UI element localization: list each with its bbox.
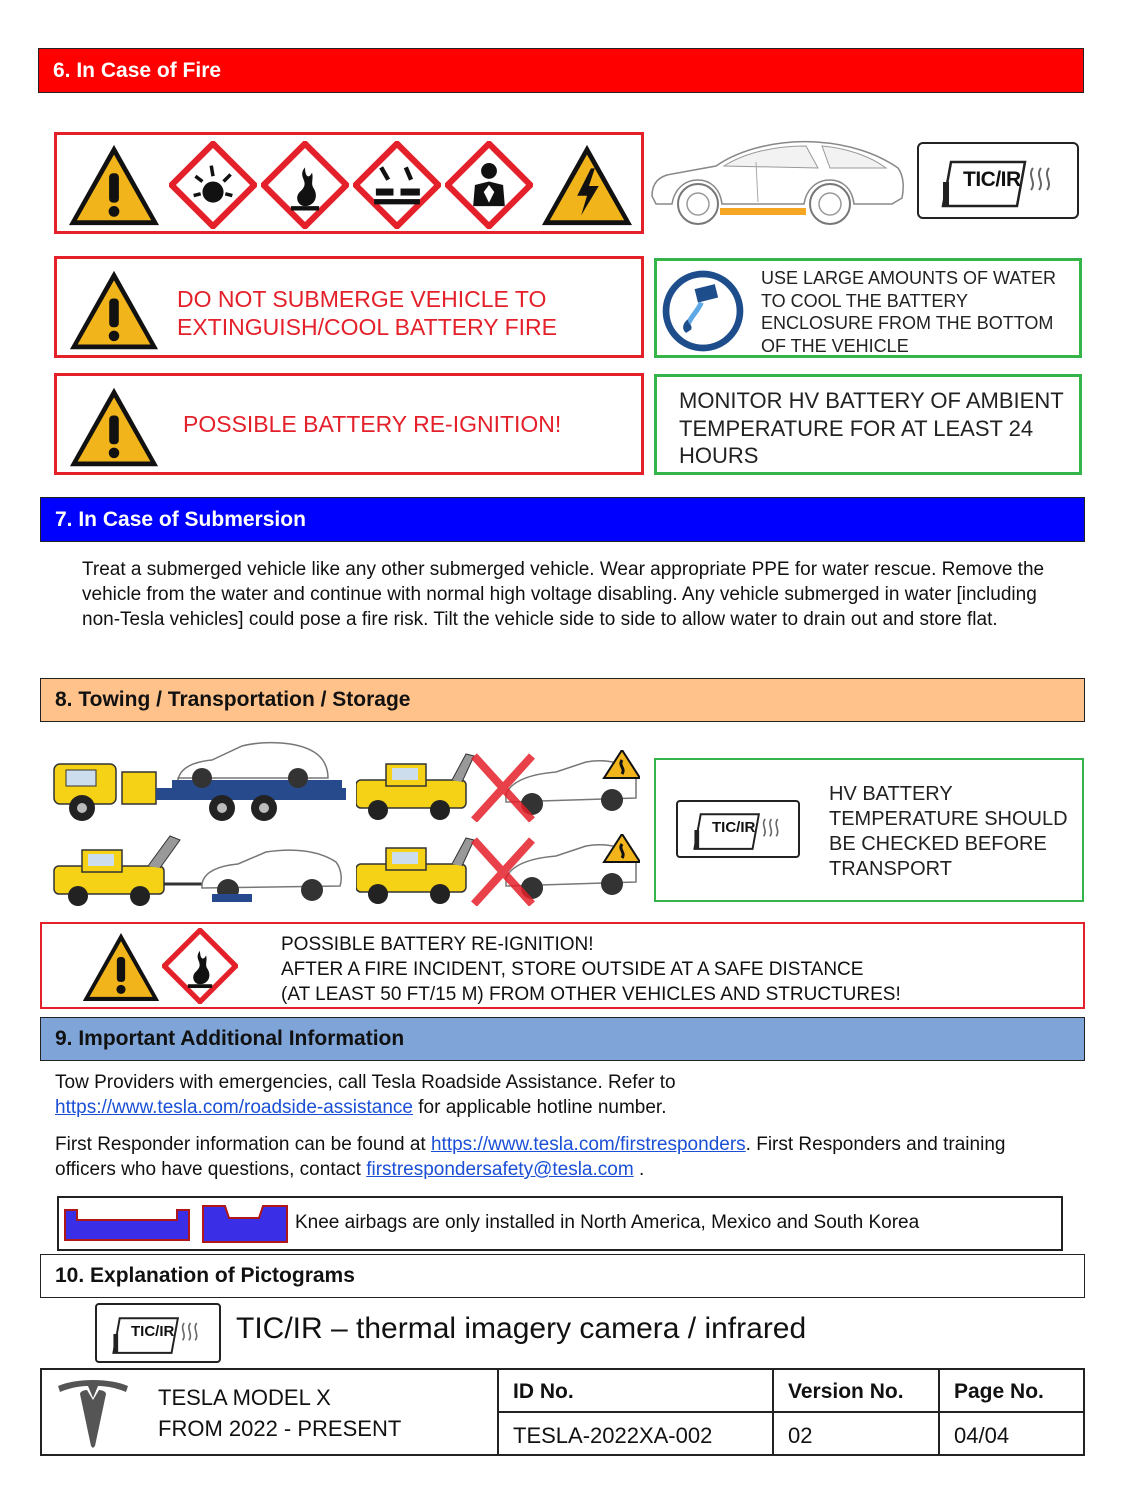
version-value: 02 bbox=[788, 1423, 813, 1448]
roadside-assistance-link[interactable]: https://www.tesla.com/roadside-assistance bbox=[55, 1097, 413, 1118]
footer-model-cell bbox=[40, 1368, 499, 1456]
footer-version-label-cell bbox=[772, 1368, 940, 1413]
reignition-text: POSSIBLE BATTERY RE-IGNITION! bbox=[183, 411, 562, 437]
warning-triangle-icon bbox=[65, 139, 163, 231]
section-header-info bbox=[40, 1017, 1085, 1061]
flatbed-tow-allowed-illustration bbox=[52, 732, 348, 824]
wheel-lift-tow-prohibited-illustration bbox=[356, 750, 640, 822]
tic-explanation: TIC/IR – thermal imagery camera / infrared bbox=[236, 1312, 807, 1345]
knee-airbag-icon bbox=[63, 1206, 191, 1244]
dolly-tow-allowed-illustration bbox=[52, 832, 348, 908]
page-value: 04/04 bbox=[954, 1423, 1010, 1448]
water-extinguish-icon bbox=[661, 269, 745, 353]
water-cooling-text: USE LARGE AMOUNTS OF WATER TO COOL THE BATTERY ENCLOSURE FROM THE BOTTOM OF THE VEHICLE bbox=[761, 268, 1057, 356]
roadside-paragraph bbox=[55, 1070, 1075, 1120]
storage-line: (AT LEAST 50 FT/15 M) FROM OTHER VEHICLES AND STRUCTURES! bbox=[281, 984, 901, 1005]
flammable-icon bbox=[261, 141, 349, 229]
storage-line: POSSIBLE BATTERY RE-IGNITION! bbox=[281, 934, 594, 955]
section-title: 9. Important Additional Information bbox=[55, 1027, 405, 1050]
tic-ir-pictogram bbox=[676, 800, 800, 858]
storage-line: AFTER A FIRE INCIDENT, STORE OUTSIDE AT A SAFE DISTANCE bbox=[281, 959, 864, 980]
do-not-submerge-text: DO NOT SUBMERGE VEHICLE TO EXTINGUISH/COOL BATTERY FIRE bbox=[177, 286, 557, 340]
footer-version-value-cell bbox=[772, 1411, 940, 1456]
hv-battery-check-text: HV BATTERY TEMPERATURE SHOULD BE CHECKED BEFORE TRANSPORT bbox=[829, 783, 1068, 880]
first-responder-text: First Responder information can be found at bbox=[55, 1134, 431, 1155]
tic-ir-pictogram bbox=[95, 1303, 221, 1363]
submersion-paragraph: Treat a submerged vehicle like any other submerged vehicle. Wear appropriate PPE for water rescue. Remove the vehicle from the water and continue with normal high voltage disabling. Any vehicle submerged in water [including non-Tesla vehicles] could pose a fire risk. Tilt the vehicle side to side to allow water to drain out and store flat. bbox=[82, 559, 1045, 630]
tic-ir-pictogram bbox=[917, 142, 1079, 219]
flammable-icon bbox=[162, 928, 238, 1004]
warning-triangle-icon bbox=[65, 265, 163, 355]
footer-page-value-cell bbox=[938, 1411, 1085, 1456]
storage-warning-text bbox=[281, 932, 1061, 1007]
section-header-towing bbox=[40, 678, 1085, 722]
warning-triangle-icon bbox=[78, 928, 164, 1006]
section-header-submersion bbox=[40, 497, 1085, 542]
hazard-pictogram-row bbox=[54, 132, 644, 234]
hook-tow-prohibited-illustration bbox=[356, 834, 640, 906]
section-header-fire bbox=[38, 48, 1084, 93]
footer-model-text bbox=[158, 1382, 401, 1444]
reignition-warning bbox=[54, 373, 644, 475]
knee-airbag-note bbox=[57, 1196, 1063, 1251]
roadside-text-after: for applicable hotline number. bbox=[413, 1097, 667, 1118]
tic-label: TIC/IR bbox=[712, 819, 756, 836]
footer-page-label-cell bbox=[938, 1368, 1085, 1413]
hv-battery-check-instruction bbox=[654, 758, 1084, 902]
knee-airbag-icon bbox=[201, 1204, 289, 1244]
high-voltage-icon bbox=[537, 139, 637, 231]
page-label: Page No. bbox=[954, 1380, 1044, 1403]
version-label: Version No. bbox=[788, 1380, 904, 1403]
tic-label: TIC/IR bbox=[131, 1323, 175, 1340]
first-responders-link[interactable]: https://www.tesla.com/firstresponders bbox=[430, 1134, 746, 1155]
section-title: 10. Explanation of Pictograms bbox=[55, 1264, 355, 1287]
footer-id-label-cell bbox=[497, 1368, 774, 1413]
monitor-battery-instruction bbox=[654, 374, 1082, 475]
section-title: 8. Towing / Transportation / Storage bbox=[55, 688, 411, 711]
first-responder-email-link[interactable]: firstrespondersafety@tesla.com bbox=[366, 1159, 634, 1180]
id-label: ID No. bbox=[513, 1380, 574, 1403]
health-hazard-icon bbox=[445, 141, 533, 229]
tesla-logo bbox=[54, 1376, 132, 1450]
tic-label: TIC/IR bbox=[963, 168, 1021, 191]
vehicle-battery-location-illustration bbox=[646, 132, 908, 228]
section-title: 7. In Case of Submersion bbox=[55, 507, 306, 531]
footer-id-value-cell bbox=[497, 1411, 774, 1456]
storage-warning bbox=[40, 922, 1085, 1009]
explosive-icon bbox=[169, 141, 257, 229]
monitor-battery-text: MONITOR HV BATTERY OF AMBIENT TEMPERATURE FOR AT LEAST 24 HOURS bbox=[679, 388, 1064, 468]
first-responder-text-mid: . First Responders and training officers who have questions, contact bbox=[55, 1134, 1006, 1180]
first-responder-text-after: . bbox=[633, 1159, 645, 1180]
corrosive-icon bbox=[353, 141, 441, 229]
water-cooling-instruction bbox=[654, 258, 1082, 358]
warning-triangle-icon bbox=[65, 382, 163, 472]
knee-airbag-text: Knee airbags are only installed in North America, Mexico and South Korea bbox=[295, 1212, 920, 1233]
model-name: TESLA MODEL X bbox=[158, 1385, 331, 1410]
model-years: FROM 2022 - PRESENT bbox=[158, 1416, 402, 1441]
first-responder-paragraph bbox=[55, 1132, 1065, 1182]
do-not-submerge-warning bbox=[54, 256, 644, 358]
id-value: TESLA-2022XA-002 bbox=[513, 1423, 713, 1448]
section-title: 6. In Case of Fire bbox=[53, 58, 222, 82]
section-header-pictograms bbox=[40, 1254, 1085, 1298]
roadside-text: Tow Providers with emergencies, call Tesla Roadside Assistance. Refer to bbox=[55, 1072, 676, 1093]
